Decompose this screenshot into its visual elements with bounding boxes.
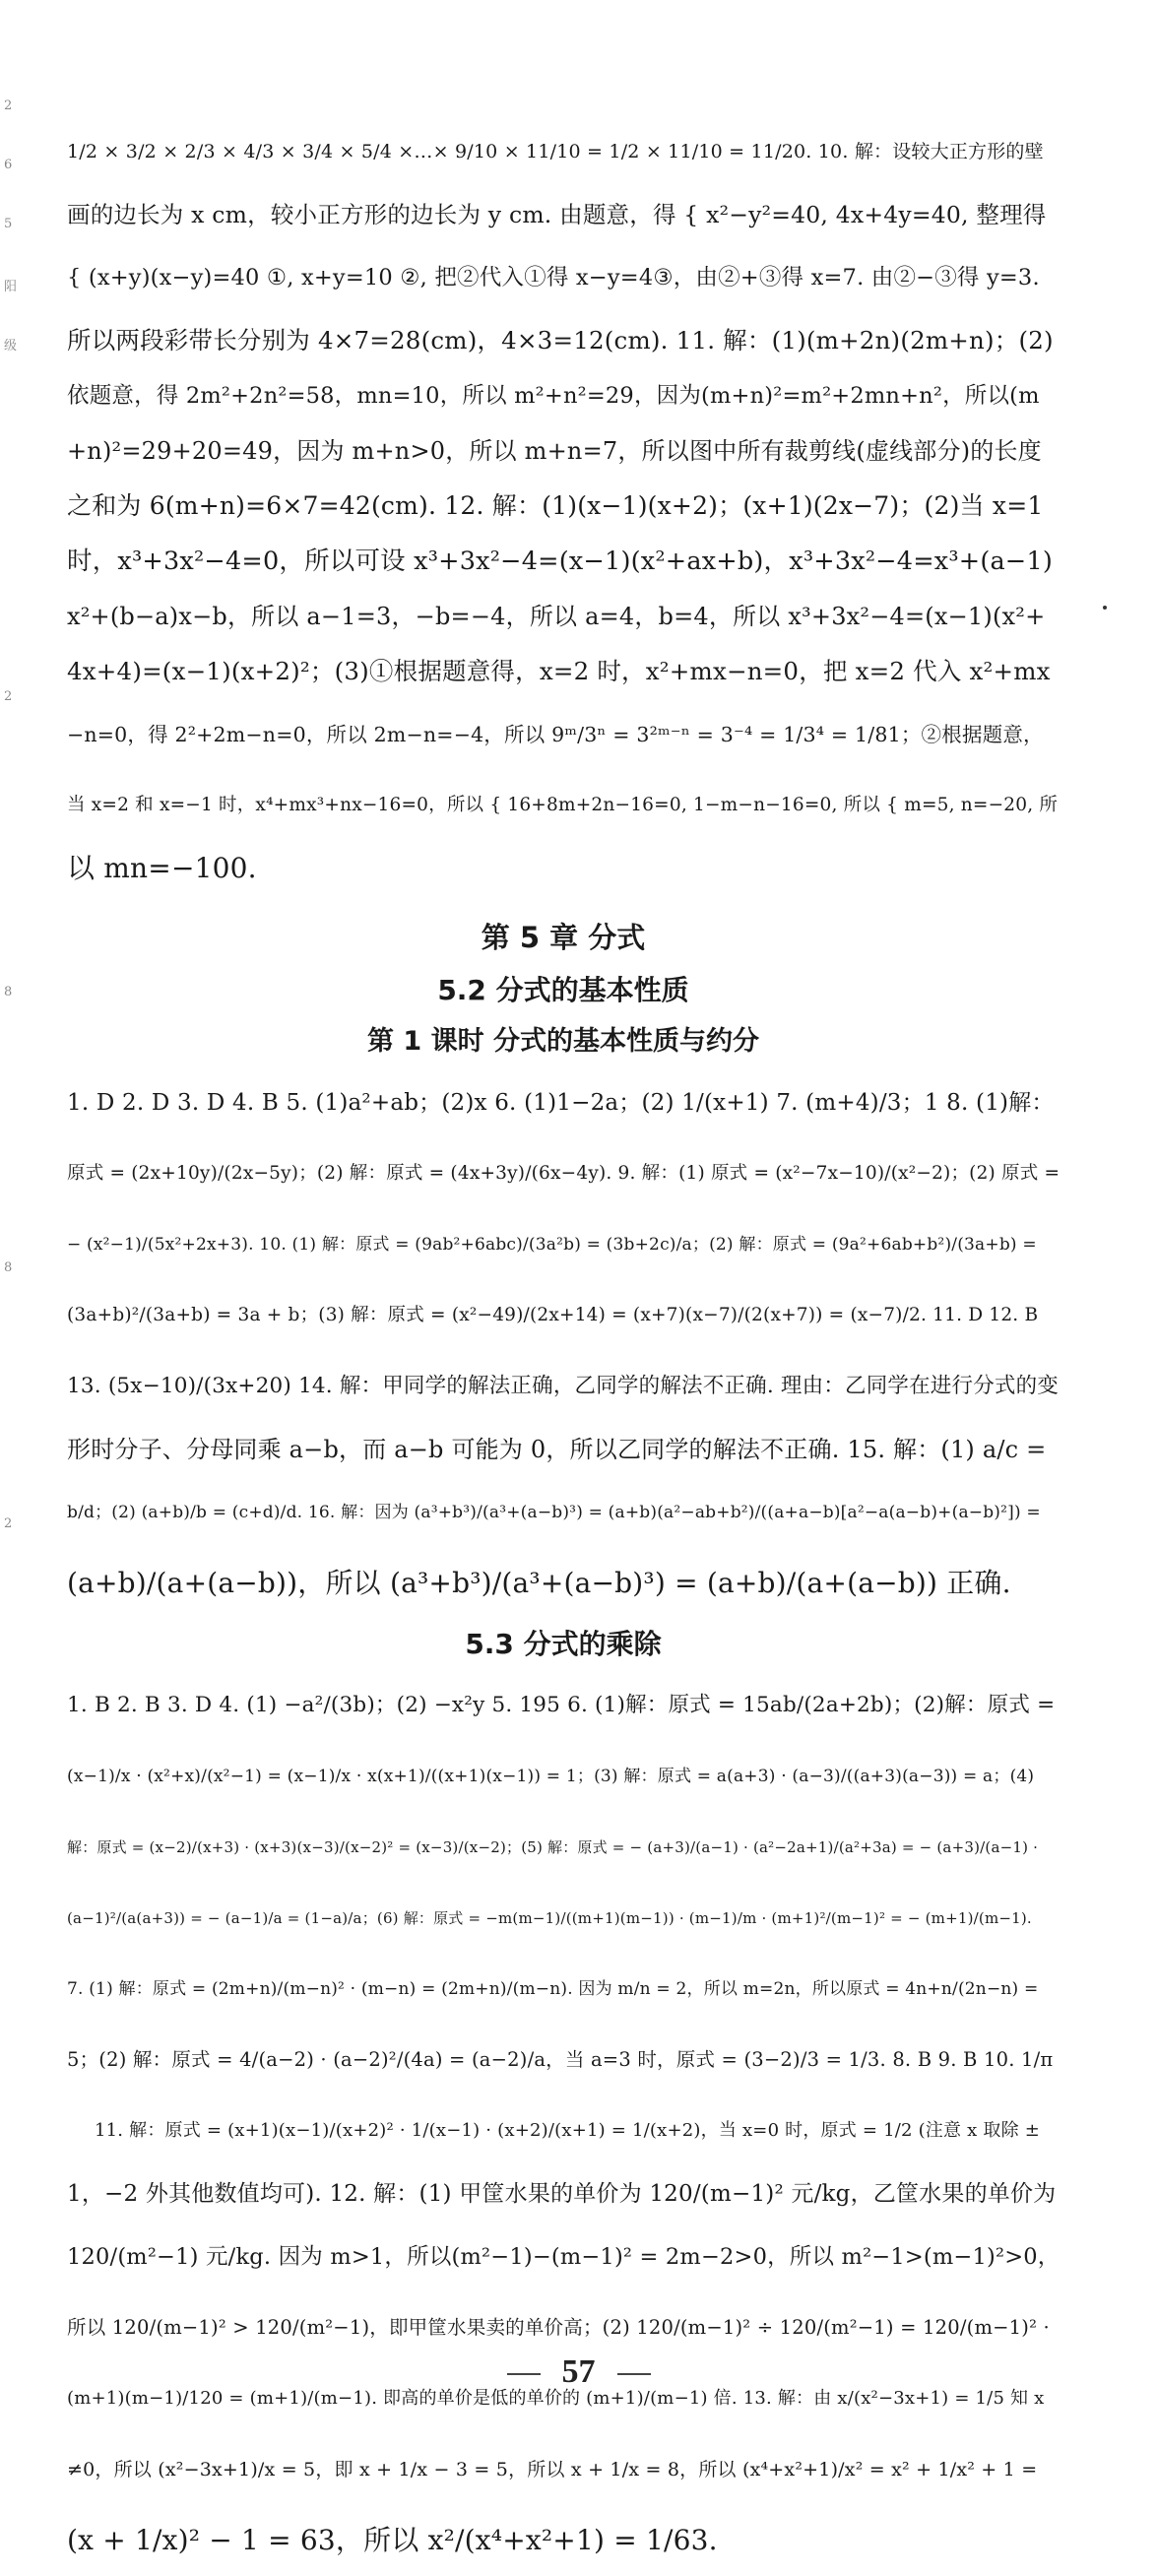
binding-margin-marks <box>4 98 18 1576</box>
margin-mark: 2 <box>4 98 13 113</box>
text-line: − (x²−1)/(5x²+2x+3). 10. (1) 解：原式 = (9ab²+6abc)/(3a²b) = (3b+2c)/a；(2) 解：原式 = (9a²+6ab+b²)/(3a+b) = <box>67 1235 1037 1255</box>
text-line: 1，−2 外其他数值均可). 12. 解：(1) 甲筐水果的单价为 120/(m−1)² 元/kg，乙筐水果的单价为 <box>67 2181 1057 2207</box>
text-line: 所以 120/(m−1)² > 120/(m²−1)，即甲筐水果卖的单价高；(2) 120/(m−1)² ÷ 120/(m²−1) = 120/(m−1)² · <box>67 2316 1050 2339</box>
chapter-title: 第 5 章 分式 <box>481 921 646 954</box>
margin-mark: 级 <box>4 339 18 354</box>
text-line: (a+b)/(a+(a−b))，所以 (a³+b³)/(a³+(a−b)³) = (a+b)/(a+(a−b)) 正确. <box>67 1567 1011 1599</box>
footer-dash <box>507 2373 541 2375</box>
text-line: 以 mn=−100. <box>67 852 257 884</box>
text-line: (m+1)(m−1)/120 = (m+1)/(m−1). 即高的单价是低的单价的 (m+1)/(m−1) 倍. 13. 解：由 x/(x²−3x+1) = 1/5 知 x <box>67 2388 1045 2409</box>
text-line: (x−1)/x · (x²+x)/(x²−1) = (x−1)/x · x(x+1)/((x+1)(x−1)) = 1；(3) 解：原式 = a(a+3) · (a−3)/((a+3)(a−3)) = a；(4) <box>67 1767 1035 1786</box>
text-line: 之和为 6(m+n)=6×7=42(cm). 12. 解：(1)(x−1)(x+2)；(x+1)(2x−7)；(2)当 x=1 <box>67 491 1044 520</box>
text-line: −n=0，得 2²+2m−n=0，所以 2m−n=−4，所以 9ᵐ/3ⁿ = 3²ᵐ⁻ⁿ = 3⁻⁴ = 1/3⁴ = 1/81；②根据题意， <box>67 723 1044 746</box>
text-line: (a−1)²/(a(a+3)) = − (a−1)/a = (1−a)/a；(6) 解：原式 = −m(m−1)/((m+1)(m−1)) · (m−1)/m · (m+1)²/(m−1)² = − (m+1)/(m−1). <box>67 1909 1032 1927</box>
text-line: { (x+y)(x−y)=40 ①, x+y=10 ②, 把②代入①得 x−y=4③，由②+③得 x=7. 由②−③得 y=3. <box>67 265 1040 290</box>
margin-mark: 6 <box>4 158 13 172</box>
footer-dash <box>617 2373 651 2375</box>
margin-mark: 8 <box>4 985 13 999</box>
text-line: 120/(m²−1) 元/kg. 因为 m>1，所以(m²−1)−(m−1)² = 2m−2>0，所以 m²−1>(m−1)²>0， <box>67 2244 1060 2270</box>
answer-content <box>67 116 1060 2576</box>
text-line: 时，x³+3x²−4=0，所以可设 x³+3x²−4=(x−1)(x²+ax+b)，x³+3x²−4=x³+(a−1) <box>67 547 1054 576</box>
page-footer <box>0 2353 1157 2391</box>
page-number: 57 <box>561 2353 596 2390</box>
text-line: 解：原式 = (x−2)/(x+3) · (x+3)(x−3)/(x−2)² = (x−3)/(x−2)；(5) 解：原式 = − (a+3)/(a−1) · (a²−2a+1)/(a²+3a) = − (a+3)/(a−1) · <box>67 1838 1039 1856</box>
text-line: (x + 1/x)² − 1 = 63，所以 x²/(x⁴+x²+1) = 1/63. <box>67 2524 718 2556</box>
text-line: 1. D 2. D 3. D 4. B 5. (1)a²+ab；(2)x 6. (1)1−2a；(2) 1/(x+1) 7. (m+4)/3；1 8. (1)解： <box>67 1090 1055 1116</box>
text-line: 5；(2) 解：原式 = 4/(a−2) · (a−2)²/(4a) = (a−2)/a，当 a=3 时，原式 = (3−2)/3 = 1/3. 8. B 9. B 10. 1/π <box>67 2048 1054 2071</box>
text-line: b/d；(2) (a+b)/b = (c+d)/d. 16. 解：因为 (a³+b³)/(a³+(a−b)³) = (a+b)(a²−ab+b²)/((a+a−b)[a²−a(a−b)+(a−b)²]) = <box>67 1503 1041 1522</box>
margin-mark: 5 <box>4 217 13 231</box>
margin-mark: 2 <box>4 689 13 704</box>
text-line: 原式 = (2x+10y)/(2x−5y)；(2) 解：原式 = (4x+3y)/(6x−4y). 9. 解：(1) 原式 = (x²−7x−10)/(x²−2)；(2) 原式 = <box>67 1163 1060 1184</box>
text-line: 11. 解：原式 = (x+1)(x−1)/(x+2)² · 1/(x−1) · (x+2)/(x+1) = 1/(x+2)，当 x=0 时，原式 = 1/2 (注意 x 取除 ± <box>95 2120 1040 2141</box>
text-line: 4x+4)=(x−1)(x+2)²；(3)①根据题意得，x=2 时，x²+mx−n=0，把 x=2 代入 x²+mx <box>67 657 1051 685</box>
lesson-title: 第 1 课时 分式的基本性质与约分 <box>367 1026 759 1057</box>
text-line: 1/2 × 3/2 × 2/3 × 4/3 × 3/4 × 5/4 ×…× 9/10 × 11/10 = 1/2 × 11/10 = 11/20. 10. 解：设较大正方形的壁 <box>67 141 1044 162</box>
text-line: +n)²=29+20=49，因为 m+n>0，所以 m+n=7，所以图中所有裁剪线(虚线部分)的长度 <box>67 437 1042 465</box>
section-title: 5.3 分式的乘除 <box>465 1628 662 1660</box>
section-title: 5.2 分式的基本性质 <box>437 974 689 1006</box>
text-line: 形时分子、分母同乘 a−b，而 a−b 可能为 0，所以乙同学的解法不正确. 15. 解：(1) a/c = <box>67 1436 1047 1463</box>
text-line: 画的边长为 x cm，较小正方形的边长为 y cm. 由题意，得 { x²−y²=40, 4x+4y=40, 整理得 <box>67 201 1047 228</box>
text-line: 1. B 2. B 3. D 4. (1) −a²/(3b)；(2) −x²y 5. 195 6. (1)解：原式 = 15ab/(2a+2b)；(2)解：原式 = <box>67 1693 1056 1717</box>
text-line: 当 x=2 和 x=−1 时，x⁴+mx³+nx−16=0，所以 { 16+8m+2n−16=0, 1−m−n−16=0, 所以 { m=5, n=−20, 所 <box>67 795 1059 815</box>
margin-mark: 阳 <box>4 280 18 294</box>
margin-mark: 8 <box>4 1260 13 1275</box>
margin-mark: 2 <box>4 1516 13 1531</box>
text-line: (3a+b)²/(3a+b) = 3a + b；(3) 解：原式 = (x²−49)/(2x+14) = (x+7)(x−7)/(2(x+7)) = (x−7)/2. 11. D 12. B <box>67 1305 1039 1325</box>
stray-dot <box>1103 606 1107 610</box>
text-line: 依题意，得 2m²+2n²=58，mn=10，所以 m²+n²=29，因为(m+n)²=m²+2mn+n²，所以(m <box>67 383 1040 409</box>
text-line: x²+(b−a)x−b，所以 a−1=3，−b=−4，所以 a=4，b=4，所以 x³+3x²−4=(x−1)(x²+ <box>67 603 1046 630</box>
text-line: 13. (5x−10)/(3x+20) 14. 解：甲同学的解法正确，乙同学的解法不正确. 理由：乙同学在进行分式的变 <box>67 1374 1060 1398</box>
text-line: 7. (1) 解：原式 = (2m+n)/(m−n)² · (m−n) = (2m+n)/(m−n). 因为 m/n = 2，所以 m=2n，所以原式 = 4n+n/(2n−n) = <box>67 1979 1039 1999</box>
text-line: ≠0，所以 (x²−3x+1)/x = 5，即 x + 1/x − 3 = 5，所以 x + 1/x = 8，所以 (x⁴+x²+1)/x² = x² + 1/x² + 1 = <box>67 2459 1038 2480</box>
text-line: 所以两段彩带长分别为 4×7=28(cm)，4×3=12(cm). 11. 解：(1)(m+2n)(2m+n)；(2) <box>67 326 1054 354</box>
